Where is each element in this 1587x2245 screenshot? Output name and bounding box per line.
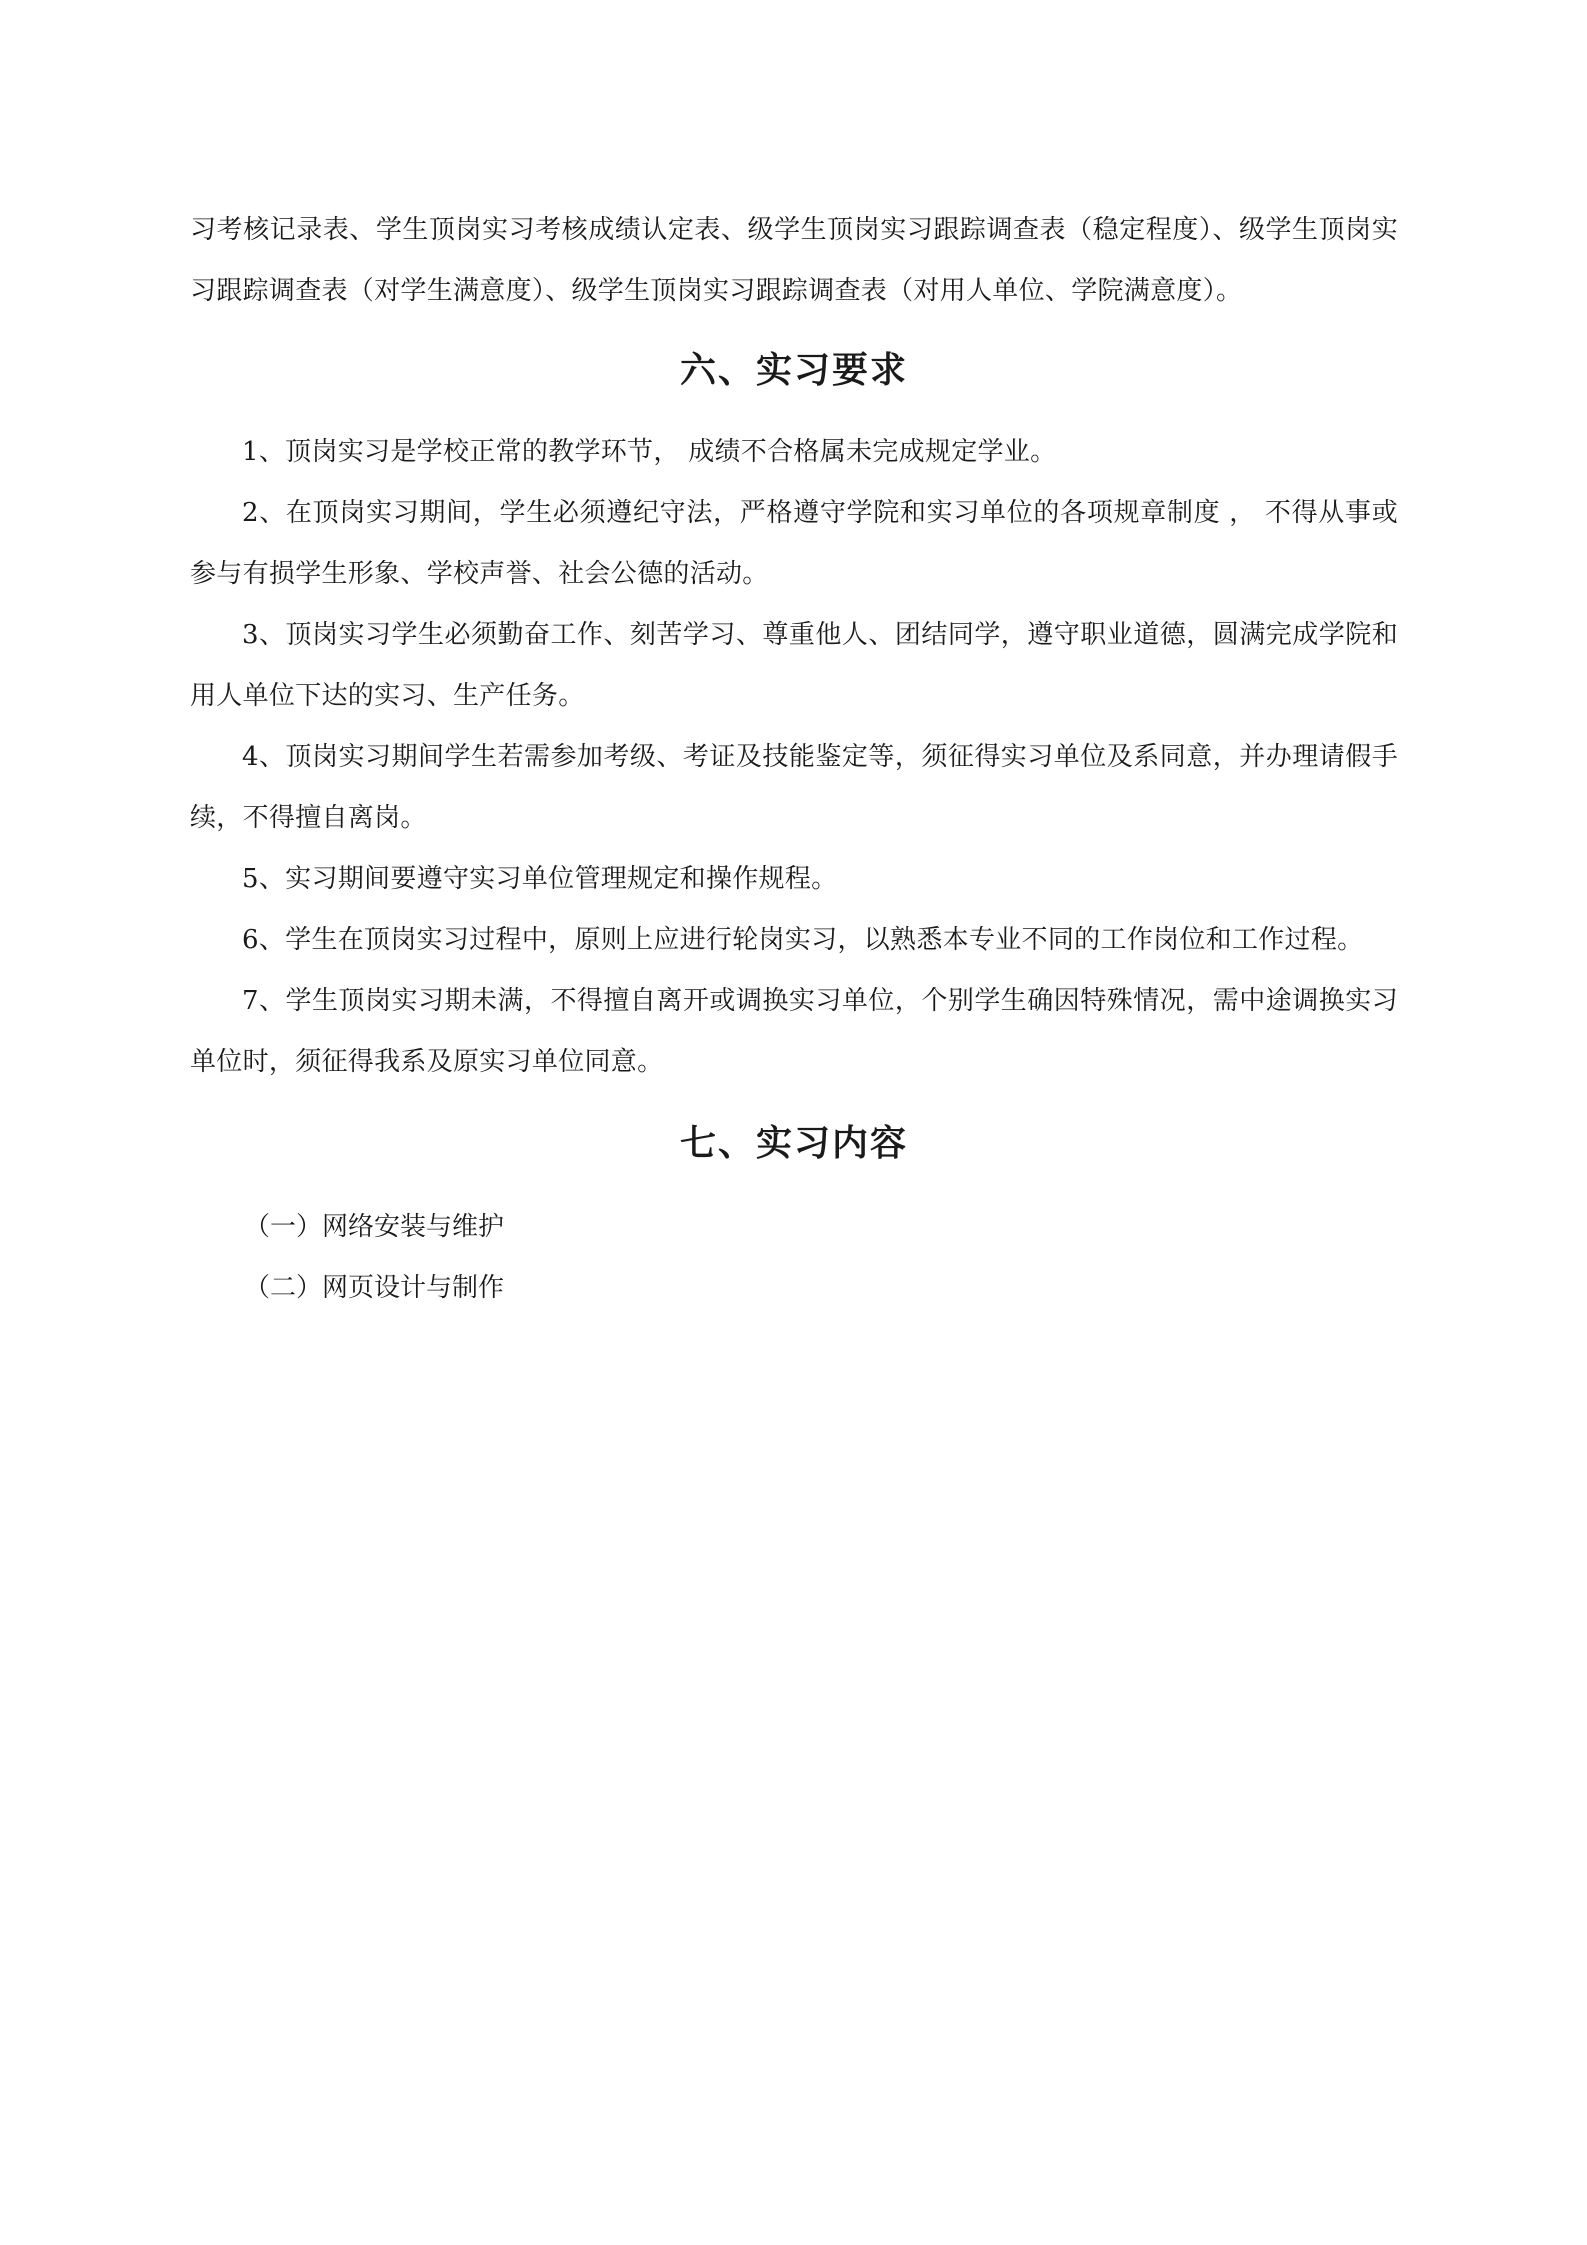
section-6-heading: 六、实习要求 [679, 349, 908, 391]
requirement-item-5: 5、实习期间要遵守实习单位管理规定和操作规程。 [242, 864, 838, 894]
requirement-item-4: 4、顶岗实习期间学生若需参加考级、考证及技能鉴定等，须征得实习单位及系同意，并办理请假手续，不得擅自离岗。 [190, 742, 1398, 833]
requirement-item-7: 7、学生顶岗实习期未满，不得擅自离开或调换实习单位，个别学生确因特殊情况，需中途调换实习单位时，须征得我系及原实习单位同意。 [190, 986, 1398, 1077]
requirement-item-6: 6、学生在顶岗实习过程中，原则上应进行轮岗实习，以熟悉本专业不同的工作岗位和工作过程。 [242, 925, 1364, 955]
requirement-item-3: 3、顶岗实习学生必须勤奋工作、刻苦学习、尊重他人、团结同学，遵守职业道德，圆满完成学院和用人单位下达的实习、生产任务。 [190, 620, 1398, 711]
content-item-1: （一）网络安装与维护 [244, 1212, 505, 1242]
requirement-item-2: 2、在顶岗实习期间，学生必须遵纪守法，严格遵守学院和实习单位的各项规章制度 ， 不得从事或参与有损学生形象、学校声誉、社会公德的活动。 [190, 498, 1398, 589]
document-body [190, 200, 1398, 1319]
section-7-heading: 七、实习内容 [679, 1122, 908, 1164]
content-item-2: （二）网页设计与制作 [244, 1273, 505, 1303]
requirement-item-1: 1、顶岗实习是学校正常的教学环节， 成绩不合格属未完成规定学业。 [242, 437, 1057, 467]
intro-paragraph: 习考核记录表、学生顶岗实习考核成绩认定表、级学生顶岗实习跟踪调查表（稳定程度）、级学生顶岗实习跟踪调查表（对学生满意度）、级学生顶岗实习跟踪调查表（对用人单位、学院满意度）。 [190, 215, 1398, 306]
